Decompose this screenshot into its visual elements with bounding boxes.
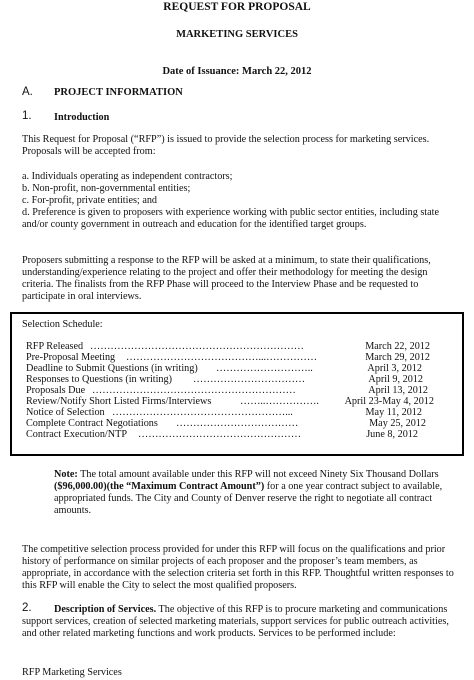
schedule-leader: ……………………………………………... [112,407,293,418]
section-a-letter: A. [22,86,33,98]
services-first-line [54,604,447,616]
schedule-leader: ……………………….. [216,363,313,374]
schedule-date: June 8, 2012 [366,429,418,440]
services-text: The objective of this RFP is to procure marketing and communications [156,604,448,615]
page-footer: RFP Marketing Services [22,667,122,678]
schedule-leader: ……………………………… [176,418,299,429]
schedule-label: Pre-Proposal Meeting [26,352,116,363]
schedule-leader: ………………………………………… [138,429,301,440]
paragraph-line: history of performance on similar projects of each proposer and the proposer’s team members, as [22,556,418,568]
paragraph-line: support services, creation of selected marketing materials, support services for public outreach activities, [22,616,449,627]
section-a-title: PROJECT INFORMATION [54,87,183,98]
note-paragraph [54,469,442,517]
intro-line: Proposals will be accepted from: [22,146,156,158]
schedule-leader: ……..……………. [240,396,319,407]
note-text: amounts. [54,505,92,517]
schedule-label: Notice of Selection [26,407,105,418]
schedule-date: April 3, 2012 [367,363,422,374]
schedule-label: RFP Released [26,341,84,352]
paragraph-line: criteria. The finalists from the RFP Phase will proceed to the Interview Phase and be requested to [22,279,419,291]
paragraph-line: participate in oral interviews. [22,291,142,303]
list-item: and/or county government in outreach and education for the identified target groups. [22,219,367,231]
schedule-leader: …………………………………...…………… [126,352,318,363]
paragraph-line: understanding/experience relating to the project and offer their methodology for meeting the design [22,267,428,279]
list-item: b. Non-profit, non-governmental entities; [22,183,191,195]
services-paragraph [22,616,449,640]
list-item: a. Individuals operating as independent contractors; [22,171,233,182]
intro-paragraph [22,134,429,158]
note-text: The total amount available under this RFP will not exceed Ninety Six Thousand Dollars [77,469,439,480]
intro-line: This Request for Proposal (“RFP”) is issued to provide the selection process for marketing services. [22,134,430,145]
subsection-1-title: Introduction [54,112,110,123]
schedule-label: Complete Contract Negotiations [26,418,158,429]
eligible-list [22,171,439,231]
paragraph-line: this RFP will enable the City to select the most qualified proposers. [22,580,297,592]
schedule-date: April 23-May 4, 2012 [344,396,434,407]
schedule-label: Deadline to Submit Questions (in writing) [26,363,198,374]
note-text: for a one year contract subject to available, [264,481,443,493]
schedule-label: Responses to Questions (in writing) [26,374,173,385]
note-text: appropriated funds. The City and County of Denver reserve the right to negotiate all contract [54,493,433,505]
max-contract-amount: ($96,000.00)(the “Maximum Contract Amount”) [54,481,265,493]
schedule-date: March 22, 2012 [365,341,430,352]
schedule-date: May 11, 2012 [365,407,422,418]
paragraph-line: appropriate, in accordance with the selection criteria set forth in this RFP. Thoughtful written responses to [22,568,454,580]
list-item: d. Preference is given to proposers with experience working with public sector entities, including state [22,207,440,219]
subsection-1-number: 1. [22,110,32,122]
schedule-label: Review/Notify Short Listed Firms/Interviews [26,396,212,407]
schedule-date: April 13, 2012 [368,385,428,396]
schedule-date: April 9, 2012 [368,374,423,385]
schedule-leader: …………………………… [193,374,306,385]
paragraph-line: Proposers submitting a response to the RFP will be asked at a minimum, to state their qualifications, [22,255,431,266]
schedule-leader: …………………………………………………… [92,385,296,396]
schedule-heading: Selection Schedule: [22,319,103,330]
document-subtitle: MARKETING SERVICES [176,29,298,40]
document-title: REQUEST FOR PROPOSAL [163,1,311,13]
schedule-label: Contract Execution/NTP [26,429,128,440]
paragraph-line: The competitive selection process provided for under this RFP will focus on the qualifications and prior [22,544,446,555]
schedule-label: Proposals Due [26,385,86,396]
note-label: Note: [54,469,78,480]
schedule-date: March 29, 2012 [365,352,430,363]
list-item: c. For-profit, private entities; and [22,195,158,207]
issuance-date: Date of Issuance: March 22, 2012 [162,66,312,77]
schedule-date: May 25, 2012 [369,418,426,429]
services-title: Description of Services. [54,604,157,615]
proposers-paragraph [22,255,431,303]
section-2-number: 2. [22,602,32,614]
schedule-leader: ……………………………………………………… [90,341,304,352]
paragraph-line: and other related marketing functions and work products. Services to be performed include: [22,628,396,640]
competitive-paragraph [22,544,454,592]
